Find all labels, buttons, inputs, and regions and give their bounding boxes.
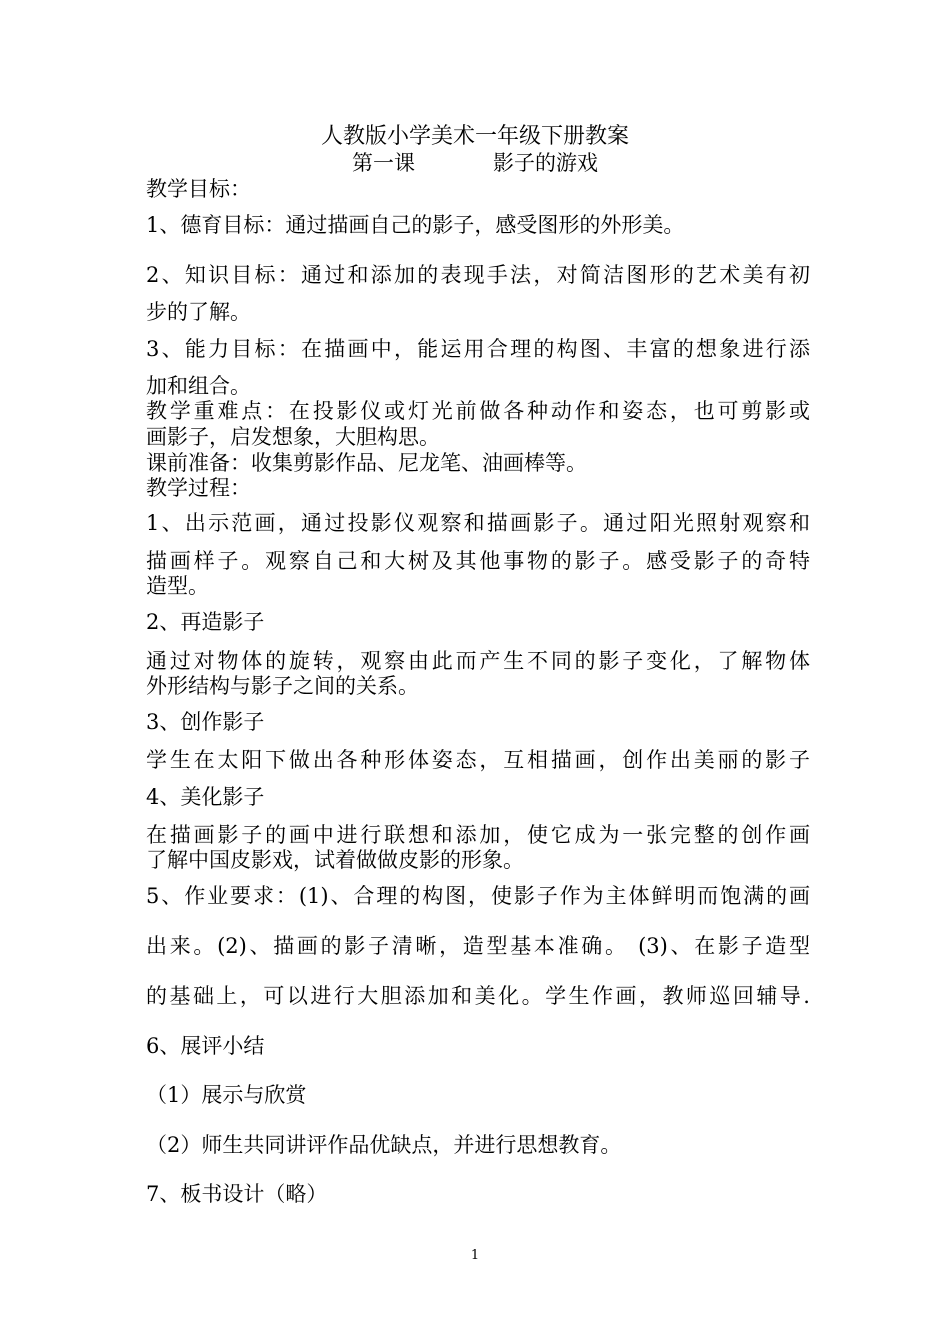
page-number: 1: [470, 1248, 480, 1263]
body-line: 教学重难点：在投影仪或灯光前做各种动作和姿态，也可剪影或: [146, 399, 810, 423]
body-line: 教学目标：: [146, 177, 251, 201]
body-line: 教学过程：: [146, 476, 251, 500]
lesson-number: 第一课: [352, 151, 415, 175]
body-line: 造型。: [146, 574, 209, 598]
body-line: 课前准备：收集剪影作品、尼龙笔、油画棒等。: [146, 451, 587, 475]
body-line: 在描画影子的画中进行联想和添加，使它成为一张完整的创作画: [146, 823, 810, 847]
body-line: （2）师生共同讲评作品优缺点，并进行思想教育。: [146, 1133, 622, 1157]
body-line: 3、创作影子: [146, 710, 265, 734]
body-line: 通过对物体的旋转，观察由此而产生不同的影子变化，了解物体: [146, 649, 810, 673]
body-line: 描画样子。观察自己和大树及其他事物的影子。感受影子的奇特: [146, 549, 810, 573]
body-line: 3、能力目标：在描画中，能运用合理的构图、丰富的想象进行添: [146, 337, 810, 361]
lesson-name: 影子的游戏: [493, 151, 598, 175]
body-line: 出来。(2)、描画的影子清晰，造型基本准确。 (3)、在影子造型: [146, 934, 810, 958]
body-line: 的基础上，可以进行大胆添加和美化。学生作画，教师巡回辅导.: [146, 984, 810, 1008]
body-line: 5、作业要求：(1)、合理的构图，使影子作为主体鲜明而饱满的画: [146, 884, 810, 908]
body-line: 步的了解。: [146, 300, 251, 324]
body-line: 1、出示范画，通过投影仪观察和描画影子。通过阳光照射观察和: [146, 511, 810, 535]
body-line: 7、板书设计（略）: [146, 1182, 328, 1206]
body-line: 学生在太阳下做出各种形体姿态，互相描画，创作出美丽的影子: [146, 748, 810, 772]
body-line: 1、德育目标：通过描画自己的影子，感受图形的外形美。: [146, 213, 685, 237]
body-line: 6、展评小结: [146, 1034, 265, 1058]
body-line: 2、再造影子: [146, 610, 265, 634]
body-line: 加和组合。: [146, 374, 251, 398]
body-line: （1）展示与欣赏: [146, 1083, 307, 1107]
document-subtitle: [0, 150, 950, 176]
body-line: 画影子，启发想象，大胆构思。: [146, 425, 440, 449]
body-line: 了解中国皮影戏，试着做做皮影的形象。: [146, 848, 524, 872]
document-title: 人教版小学美术一年级下册教案: [320, 124, 629, 149]
body-line: 4、美化影子: [146, 785, 265, 809]
body-line: 外形结构与影子之间的关系。: [146, 674, 419, 698]
body-line: 2、知识目标：通过和添加的表现手法，对简洁图形的艺术美有初: [146, 263, 810, 287]
